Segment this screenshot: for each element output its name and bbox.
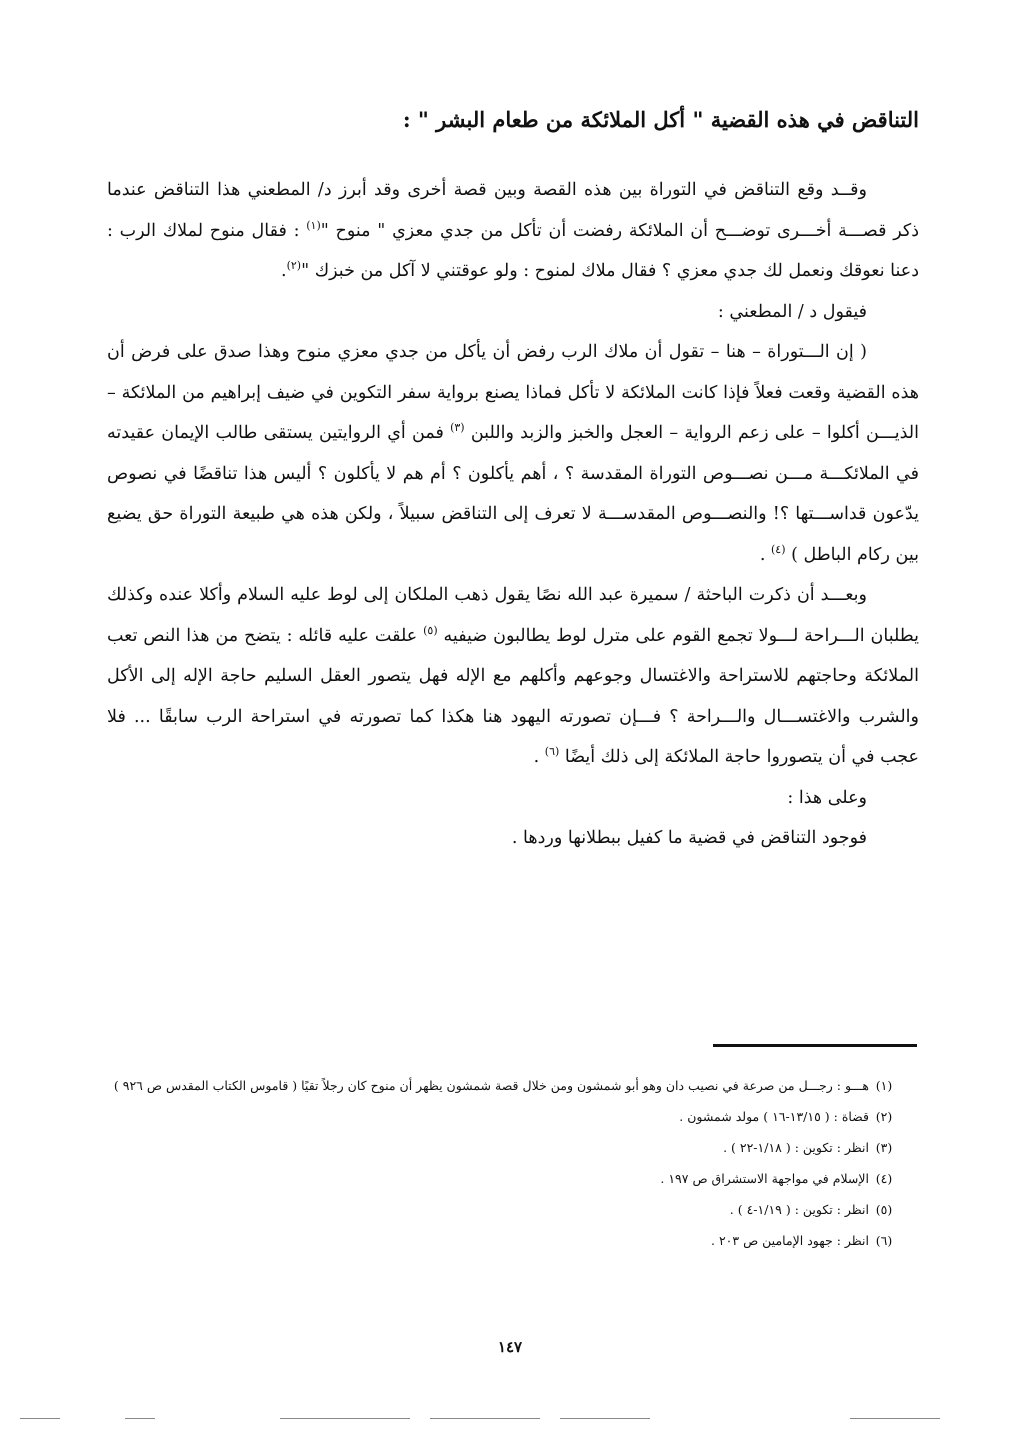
footnote-item [109, 1132, 899, 1163]
body-text [107, 170, 919, 859]
footnote-text: هـــو : رجـــل من صرعة في نصيب دان وهو أبو شمشون ومن خلال قصة شمشون يظهر أن منوح كان رجلاً تقيًا ( قاموس الكتاب المقدس ص ٩٢٦ ) [113, 1078, 869, 1093]
footnote-item [109, 1163, 899, 1194]
footnote-ref-5[interactable]: (٥) [423, 623, 438, 637]
footnote-item [109, 1101, 899, 1132]
paragraph-5: وعلى هذا : [787, 787, 867, 808]
footnote-item [109, 1070, 899, 1101]
footnote-text: الإسلام في مواجهة الاستشراق ص ١٩٧ . [660, 1171, 869, 1186]
footnote-divider [713, 1044, 917, 1047]
scan-mark [560, 1418, 650, 1419]
section-heading: التناقض في هذه القضية " أكل الملائكة من طعام البشر " : [402, 107, 919, 132]
footnotes [109, 1070, 899, 1256]
scan-edge-marks [0, 1418, 1019, 1422]
footnote-ref-4[interactable]: (٤) [770, 542, 786, 556]
footnote-ref-1[interactable]: (١) [306, 218, 321, 232]
footnote-text: انظر : تكوين : ( ١/١٩-٤ ) . [729, 1202, 869, 1217]
footnote-text: انظر : تكوين : ( ١/١٨-٢٢ ) . [723, 1140, 869, 1155]
footnote-text: قضاة : ( ١٣/١٥-١٦ ) مولد شمشون . [679, 1109, 869, 1124]
scan-mark [280, 1418, 410, 1419]
footnote-number: (١) [875, 1078, 893, 1093]
paragraph-2: فيقول د / المطعني : [717, 301, 867, 322]
footnote-ref-6[interactable]: (٦) [544, 745, 560, 759]
footnote-ref-3[interactable]: (٣) [450, 421, 465, 435]
scan-mark [20, 1418, 60, 1419]
paragraph-4: وبعـــد أن ذكرت الباحثة / سميرة عبد الله نصًا يقول ذهب الملكان إلى لوط عليه السلام وأكلا عنده وكذلك يطلبان الـــراحة لـــولا تجمع القوم على مترل لوط يطالبون ضيفيه $^{(٥)}$ علقت عليه قائله : يتضح من هذا النص تعب الملائكة وحاجتهم للاستراحة والاغتسال وجوعهم وأكلهم مع الإله فهل يتصور العقل السليم حاجة الإله إلى الأكل والشرب والاغتســـال والـــراحة ؟ فـــإن تصورته اليهود هنا هكذا كما تصورته في استراحة الرب سابقًا ... فلا عجب في أن يتصوروا حاجة الملائكة إلى ذلك أيضًا $^{(٦)}$ . [107, 585, 919, 767]
scan-mark [850, 1418, 940, 1419]
paragraph-3: ( إن الـــتوراة – هنا – تقول أن ملاك الرب رفض أن يأكل من جدي معزي منوح وهذا صدق على فرض أن هذه القضية وقعت فعلاً فإذا كانت الملائكة لا تأكل فماذا يصنع برواية سفر التكوين في ضيف إبراهيم من الملائكة – الذيـــن أكلوا – على زعم الرواية – العجل والخبز والزبد واللبن $^{(٣)}$ فمن أي الروايتين يستقى طالب الإيمان عقيدته في الملائكـــة مـــن نصـــوص التوراة المقدسة ؟ ، أهم يأكلون ؟ أم هم لا يأكلون ؟ أليس هذا تناقضًا في نصوص يدّعون قداســـتها ؟! والنصـــوص المقدســـة لا تعرف إلى التناقض سبيلاً ، ولكن هذه هي طبيعة التوراة حق يضيع بين ركام الباطل ) $^{(٤)}$ . [107, 342, 919, 565]
footnote-number: (٤) [875, 1171, 893, 1186]
page-number: ١٤٧ [497, 1338, 523, 1356]
footnote-number: (٥) [875, 1202, 893, 1217]
footnote-number: (٣) [875, 1140, 893, 1155]
paragraph-6: فوجود التناقض في قضية ما كفيل ببطلانها وردها . [511, 828, 867, 848]
footnote-ref-2[interactable]: (٢) [286, 259, 302, 273]
paragraph-1: وقــد وقع التناقض في التوراة بين هذه القصة وبين قصة أخرى وقد أبرز د/ المطعني هذا التناقض عندما ذكر قصـــة أخـــرى توضـــح أن الملائكة رفضت أن تأكل من جدي معزي " منوح "$^{(١)}$ : فقال منوح لملاك الرب : دعنا نعوقك ونعمل لك جدي معزي ؟ فقال ملاك لمنوح : ولو عوقتني لا آكل من خبزك "$^{(٢)}$. [107, 180, 919, 281]
footnote-item [109, 1225, 899, 1256]
footnote-number: (٦) [875, 1233, 893, 1248]
scan-mark [125, 1418, 155, 1419]
scan-mark [430, 1418, 540, 1419]
footnote-number: (٢) [875, 1109, 893, 1124]
footnote-text: انظر : جهود الإمامين ص ٢٠٣ . [710, 1233, 869, 1248]
footnote-item [109, 1194, 899, 1225]
